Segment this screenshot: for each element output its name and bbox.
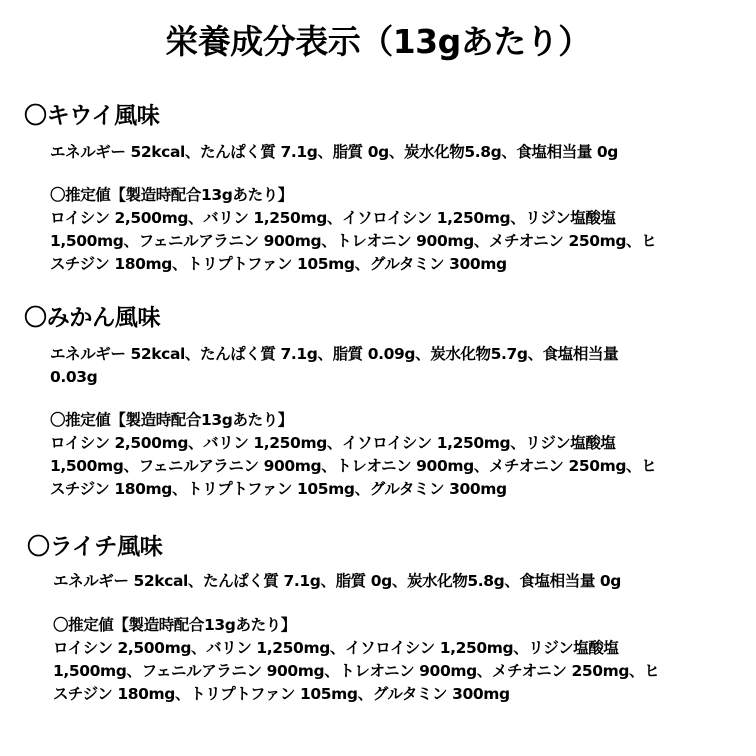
- nutrition-line: エネルギー 52kcal、たんぱく質 7.1g、脂質 0g、炭水化物5.8g、食塩相当量 0g: [50, 143, 618, 161]
- estimate-heading: 〇推定値【製造時配合13gあたり】: [50, 186, 293, 204]
- nutrition-line: 0.03g: [50, 368, 98, 386]
- amino-line: スチジン 180mg、トリプトファン 105mg、グルタミン 300mg: [50, 480, 507, 498]
- amino-line: ロイシン 2,500mg、バリン 1,250mg、イソロイシン 1,250mg、リジン塩酸塩: [50, 209, 616, 227]
- flavor-heading-lychee: 〇ライチ風味: [27, 534, 163, 560]
- amino-line: 1,500mg、フェニルアラニン 900mg、トレオニン 900mg、メチオニン 250mg、ヒ: [53, 662, 660, 680]
- amino-line: 1,500mg、フェニルアラニン 900mg、トレオニン 900mg、メチオニン 250mg、ヒ: [50, 457, 657, 475]
- amino-line: スチジン 180mg、トリプトファン 105mg、グルタミン 300mg: [53, 685, 510, 703]
- estimate-heading: 〇推定値【製造時配合13gあたり】: [53, 616, 296, 634]
- page-title: 栄養成分表示（13gあたり）: [165, 22, 591, 61]
- estimate-heading: 〇推定値【製造時配合13gあたり】: [50, 411, 293, 429]
- amino-line: 1,500mg、フェニルアラニン 900mg、トレオニン 900mg、メチオニン 250mg、ヒ: [50, 232, 657, 250]
- flavor-heading-kiwi: 〇キウイ風味: [24, 103, 160, 129]
- amino-line: ロイシン 2,500mg、バリン 1,250mg、イソロイシン 1,250mg、リジン塩酸塩: [50, 434, 616, 452]
- nutrition-line: エネルギー 52kcal、たんぱく質 7.1g、脂質 0.09g、炭水化物5.7g、食塩相当量: [50, 345, 619, 363]
- flavor-heading-mikan: 〇みかん風味: [24, 305, 161, 331]
- nutrition-line: エネルギー 52kcal、たんぱく質 7.1g、脂質 0g、炭水化物5.8g、食塩相当量 0g: [53, 572, 621, 590]
- amino-line: ロイシン 2,500mg、バリン 1,250mg、イソロイシン 1,250mg、リジン塩酸塩: [53, 639, 619, 657]
- amino-line: スチジン 180mg、トリプトファン 105mg、グルタミン 300mg: [50, 255, 507, 273]
